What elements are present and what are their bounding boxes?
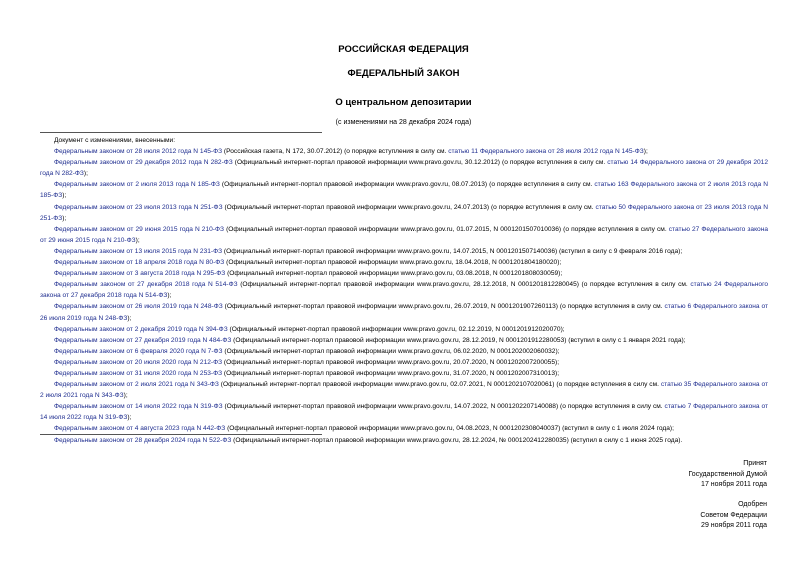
amendment-law-link[interactable]: Федеральным законом от 27 декабря 2019 года N 484-ФЗ <box>54 336 232 344</box>
amendments-block <box>40 135 768 446</box>
amendment-entry <box>40 346 768 357</box>
amendment-entry <box>40 401 768 423</box>
council-approval <box>700 500 767 532</box>
amendment-details: (Официальный интернет-портал правовой информации www.pravo.gov.ru, 04.08.2023, N 0001202308040037) (вступил в силу с 1 июля 2024 года); <box>225 425 674 433</box>
amendment-article-link[interactable]: статью 35 Федерального закона от 2 июля 2021 года N 343-ФЗ <box>40 381 768 400</box>
amendment-details: (Официальный интернет-портал правовой информации www.pravo.gov.ru, 30.12.2012) (о порядке вступления в силу см. <box>232 159 608 167</box>
duma-adoption-date: 17 ноября 2011 года <box>701 481 767 488</box>
amendment-tail: ); <box>62 214 67 222</box>
amendment-law-link[interactable]: Федеральным законом от 3 августа 2018 года N 295-ФЗ <box>54 270 226 278</box>
amendment-article-link[interactable]: статью 6 Федерального закона от 26 июля 2019 года N 248-ФЗ <box>40 303 768 322</box>
amendment-tail: ); <box>127 314 132 322</box>
amendment-law-link[interactable]: Федеральным законом от 20 июля 2020 года N 212-ФЗ <box>54 358 223 366</box>
amendment-law-link[interactable]: Федеральным законом от 4 августа 2023 года N 442-ФЗ <box>54 425 226 433</box>
duma-adoption-line2: Государственной Думой <box>688 470 767 478</box>
document-title: О центральном депозитарии <box>335 97 472 108</box>
amendment-article-link[interactable]: статью 163 Федерального закона от 2 июля 2013 года N 185-ФЗ <box>40 181 768 200</box>
amendment-law-link[interactable]: Федеральным законом от 29 декабря 2012 года N 282-ФЗ <box>54 159 233 167</box>
amendment-tail: ); <box>123 392 128 400</box>
amendment-law-link[interactable]: Федеральным законом от 28 июля 2012 года N 145-ФЗ <box>54 148 223 156</box>
amendment-law-link[interactable]: Федеральным законом от 6 февраля 2020 года N 7-ФЗ <box>54 347 223 355</box>
amendment-article-link[interactable]: статью 27 Федерального закона от 29 июня 2015 года N 210-ФЗ <box>40 225 769 244</box>
amendment-details: (Официальный интернет-портал правовой информации www.pravo.gov.ru, 24.07.2013) (о порядке вступления в силу см. <box>222 203 596 211</box>
amendment-entry <box>40 179 768 201</box>
amendment-tail: ); <box>167 292 172 300</box>
amendment-article-link[interactable]: статью 7 Федерального закона от 14 июля 2022 года N 319-ФЗ <box>40 403 768 422</box>
amendment-entry <box>40 146 768 157</box>
document-law-type: ФЕДЕРАЛЬНЫЙ ЗАКОН <box>347 68 460 79</box>
amendment-details: (Официальный интернет-портал правовой информации www.pravo.gov.ru, 28.12.2018, N 0001201812280045) (о порядке вступления в силу см. <box>237 281 691 289</box>
amendments-intro: Документ с изменениями, внесенными: <box>54 137 176 144</box>
amendment-law-link[interactable]: Федеральным законом от 18 апреля 2018 года N 80-ФЗ <box>54 259 225 267</box>
amendment-entry <box>40 301 768 323</box>
council-approval-line1: Одобрен <box>738 501 767 508</box>
top-divider <box>40 132 322 133</box>
duma-adoption <box>688 459 767 491</box>
amendment-entry <box>40 157 768 179</box>
amendment-details: (Официальный интернет-портал правовой информации www.pravo.gov.ru, 08.07.2013) (о порядке вступления в силу см. <box>219 181 595 189</box>
amendment-details: (Официальный интернет-портал правовой информации www.pravo.gov.ru, 02.12.2019, N 0001201912020070); <box>227 325 565 333</box>
amendment-article-link[interactable]: статью 14 Федерального закона от 29 декабря 2012 года N 282-ФЗ <box>40 159 768 178</box>
document-country: РОССИЙСКАЯ ФЕДЕРАЦИЯ <box>338 44 469 55</box>
amendment-tail: ); <box>83 170 88 178</box>
amendments-list <box>40 146 768 446</box>
amendment-law-link[interactable]: Федеральным законом от 2 июля 2013 года N 185-ФЗ <box>54 181 220 189</box>
amendment-law-link[interactable]: Федеральным законом от 26 июля 2019 года N 248-ФЗ <box>54 303 223 311</box>
bottom-divider <box>40 434 322 435</box>
amendment-entry <box>40 246 768 257</box>
amendment-law-link[interactable]: Федеральным законом от 2 декабря 2019 года N 394-ФЗ <box>54 325 228 333</box>
amendment-entry <box>40 324 768 335</box>
amendment-entry <box>40 268 768 279</box>
amendment-entry <box>40 368 768 379</box>
amendment-details: (Официальный интернет-портал правовой информации www.pravo.gov.ru, 26.07.2019, N 0001201907260113) (о порядке вступления в силу см. <box>222 303 665 311</box>
amendment-article-link[interactable]: статью 24 Федерального закона от 27 декабря 2018 года N 514-ФЗ <box>40 281 769 300</box>
amendment-entry <box>40 379 768 401</box>
amendment-details: (Официальный интернет-портал правовой информации www.pravo.gov.ru, 28.12.2019, N 0001201912280053) (вступил в силу с 1 января 2021 года); <box>231 336 686 344</box>
amendment-law-link[interactable]: Федеральным законом от 28 декабря 2024 года N 522-ФЗ <box>54 436 232 444</box>
amendment-details: (Официальный интернет-портал правовой информации www.pravo.gov.ru, 14.07.2015, N 0001201507140036) (вступил в силу с 9 февраля 2016 года); <box>222 247 683 255</box>
council-approval-date: 29 ноября 2011 года <box>701 522 767 529</box>
duma-adoption-line1: Принят <box>743 460 767 467</box>
amendment-law-link[interactable]: Федеральным законом от 23 июля 2013 года N 251-ФЗ <box>54 203 223 211</box>
amendment-entry <box>40 335 768 346</box>
amendment-law-link[interactable]: Федеральным законом от 27 декабря 2018 года N 514-ФЗ <box>54 281 238 289</box>
amendment-entry <box>40 257 768 268</box>
amendment-tail: ); <box>643 148 648 156</box>
amendment-entry <box>40 202 768 224</box>
amendment-details: (Официальный интернет-портал правовой информации www.pravo.gov.ru, 18.04.2018, N 0001201804180020); <box>224 259 562 267</box>
amendment-entry <box>40 224 768 246</box>
amendment-details: (Официальный интернет-портал правовой информации www.pravo.gov.ru, 01.07.2015, N 0001201507010036) (о порядке вступления в силу см. <box>224 225 669 233</box>
council-approval-line2: Советом Федерации <box>700 511 767 519</box>
amendment-tail: ); <box>62 192 67 200</box>
amendment-article-link[interactable]: статью 11 Федерального закона от 28 июля 2012 года N 145-ФЗ <box>448 148 644 156</box>
amendment-law-link[interactable]: Федеральным законом от 2 июля 2021 года N 343-ФЗ <box>54 381 219 389</box>
amendment-details: (Официальный интернет-портал правовой информации www.pravo.gov.ru, 28.12.2024, № 0001202412280035) (вступил в силу с 1 июня 2025 года). <box>231 436 683 444</box>
amendment-tail: ); <box>127 414 132 422</box>
amendment-details: (Официальный интернет-портал правовой информации www.pravo.gov.ru, 20.07.2020, N 0001202007200055); <box>222 358 560 366</box>
amendment-details: (Официальный интернет-портал правовой информации www.pravo.gov.ru, 03.08.2018, N 0001201808030059); <box>225 270 563 278</box>
amendment-law-link[interactable]: Федеральным законом от 29 июня 2015 года N 210-ФЗ <box>54 225 224 233</box>
amendment-law-link[interactable]: Федеральным законом от 13 июля 2015 года N 231-ФЗ <box>54 247 223 255</box>
amendment-entry <box>40 435 768 446</box>
amendment-law-link[interactable]: Федеральным законом от 31 июля 2020 года N 253-ФЗ <box>54 369 223 377</box>
amendment-details: (Официальный интернет-портал правовой информации www.pravo.gov.ru, 06.02.2020, N 0001202002060032); <box>222 347 560 355</box>
amendment-entry <box>40 279 768 301</box>
amendment-law-link[interactable]: Федеральным законом от 14 июля 2022 года N 319-ФЗ <box>54 403 223 411</box>
amendment-details: (Официальный интернет-портал правовой информации www.pravo.gov.ru, 31.07.2020, N 0001202007310013); <box>222 369 560 377</box>
amendment-article-link[interactable]: статью 50 Федерального закона от 23 июля 2013 года N 251-ФЗ <box>40 203 768 222</box>
revision-note: (с изменениями на 28 декабря 2024 года) <box>335 119 472 126</box>
amendment-details: (Официальный интернет-портал правовой информации www.pravo.gov.ru, 14.07.2022, N 0001202207140088) (о порядке вступления в силу см. <box>222 403 665 411</box>
amendment-entry <box>40 423 768 434</box>
amendment-details: (Официальный интернет-портал правовой информации www.pravo.gov.ru, 02.07.2021, N 0001202107020061) (о порядке вступления в силу см. <box>218 381 661 389</box>
amendment-details: (Российская газета, N 172, 30.07.2012) (о порядке вступления в силу см. <box>222 148 449 156</box>
amendment-tail: ); <box>135 236 140 244</box>
amendment-entry <box>40 357 768 368</box>
